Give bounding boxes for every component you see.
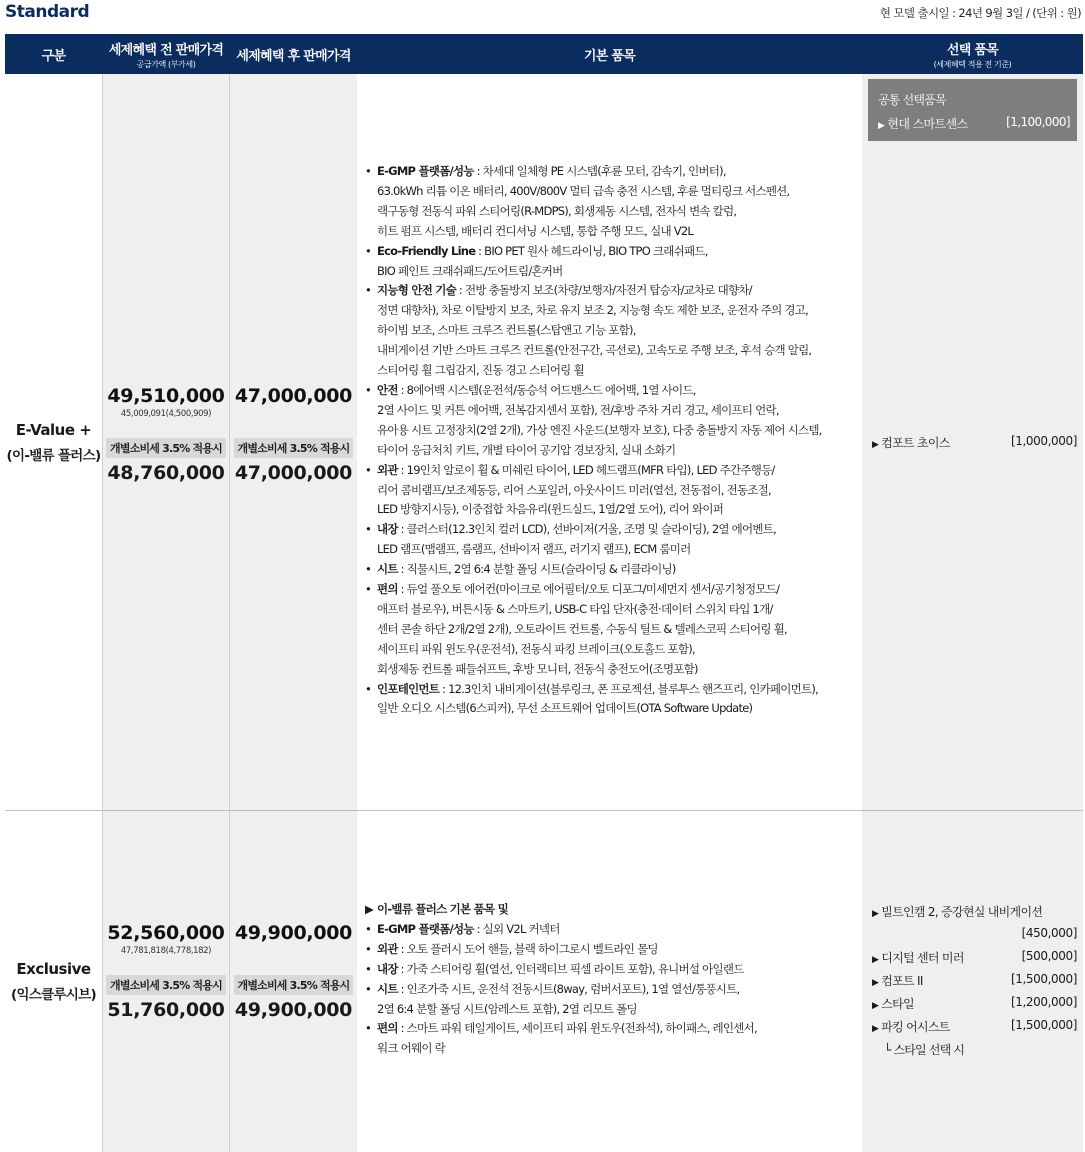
basic-item-text: 타이어 응급처치 키트, 개별 타이어 공기압 경보장치, 실내 소화기 — [377, 442, 676, 457]
header-category-label: 구분 — [41, 48, 66, 64]
option-label: 컴포트 초이스 — [881, 436, 950, 450]
basic-item-text: 랙구동형 전동식 파워 스티어링(R-MDPS), 회생제동 시스템, 전자식 변속 칼럼, — [377, 203, 737, 218]
bullet-icon: • — [365, 164, 372, 178]
header-options-sub: (세제혜택 적용 전 기준) — [933, 59, 1012, 69]
after-price-tax: 49,900,000 — [234, 999, 353, 1021]
header-before-price — [102, 34, 230, 74]
option-label: 컴포트 II — [881, 974, 923, 988]
before-price-tax: 51,760,000 — [107, 999, 225, 1021]
basic-item-text: 히트 펌프 시스템, 배터리 컨디셔닝 시스템, 통합 주행 모드, 실내 V2L — [377, 223, 694, 238]
after-price-tax: 47,000,000 — [234, 462, 353, 484]
basic-item — [365, 1019, 857, 1039]
bullet-icon: • — [365, 522, 372, 537]
after-price: 47,000,000 — [234, 385, 353, 407]
bullet-icon: • — [365, 961, 372, 976]
basic-item-label: E-GMP 플랫폼/성능 — [377, 921, 474, 936]
common-option-item — [878, 115, 1070, 132]
option-item — [872, 1018, 1077, 1035]
triangle-right-icon: ▶ — [872, 909, 879, 919]
trim-name-en: E-Value + — [15, 420, 92, 439]
option-item — [872, 949, 1077, 966]
basic-item-text: : 가죽 스티어링 휠(열선, 인터랙티브 픽셀 라이트 포함), 유니버설 아일랜드 — [397, 961, 744, 976]
basic-item-label: E-GMP 플랫폼/성능 — [377, 164, 474, 178]
triangle-right-icon: ▶ — [872, 1001, 879, 1011]
basic-item — [365, 980, 857, 1000]
header-options — [862, 34, 1083, 74]
basic-item-text: 내비게이션 기반 스마트 크루즈 컨트롤(안전구간, 곡선로), 고속도로 주행 보조, 후석 승객 알림, — [377, 343, 812, 358]
common-options-box — [868, 79, 1077, 141]
basic-item — [365, 580, 857, 600]
basic-item-text: 센터 콘솔 하단 2개/2열 2개), 오토라이트 컨트롤, 수동식 틸트 & 텔레스코픽 스티어링 휠, — [377, 621, 787, 636]
basic-item-text: 애프터 블로우), 버튼시동 & 스마트키, USB-C 타입 단자(충전·데이터 스위치 타입 1개/ — [377, 601, 773, 616]
bullet-icon: • — [365, 981, 372, 996]
basic-item — [365, 940, 857, 960]
basic-item-text: : 인조가죽 시트, 운전석 전동시트(8way, 럼버서포트), 1열 열선/통풍시트, — [397, 981, 740, 996]
bullet-icon: • — [365, 462, 372, 477]
basic-item-label: 시트 — [377, 562, 398, 577]
basic-item-label: 이-밸류 플러스 기본 품목 및 — [377, 902, 508, 916]
basic-item-text: : BIO PET 원사 헤드라이닝, BIO TPO 크래쉬패드, — [475, 243, 708, 258]
basic-item — [365, 162, 857, 182]
common-option-price: [1,100,000] — [1006, 115, 1070, 129]
basic-item-label: 시트 — [377, 981, 398, 996]
before-price-tax: 48,760,000 — [107, 462, 225, 484]
basic-item-text: 2열 사이드 및 커튼 에어백, 전복감지센서 포함), 전/후방 주차 거리 경고, 세이프티 언락, — [377, 402, 779, 417]
basic-item-label: 지능형 안전 기술 — [377, 283, 457, 298]
after-price-cell — [230, 74, 357, 810]
basic-item-text: : 직물시트, 2열 6:4 분할 폴딩 시트(슬라이딩 & 리클라이닝) — [397, 562, 676, 577]
basic-item — [365, 242, 857, 262]
basic-item-text: 회생제동 컨트롤 패들쉬프트, 후방 모니터, 전동식 충전도어(조명포함) — [377, 661, 698, 676]
option-price: [450,000] — [1021, 926, 1077, 940]
trim-name-cell — [5, 74, 102, 810]
trim-name-cell — [5, 811, 102, 1152]
header-basic-items — [357, 34, 862, 74]
triangle-right-icon: ▶ — [872, 955, 879, 965]
basic-item — [365, 900, 857, 920]
header-options-label: 선택 품목 — [946, 42, 999, 58]
option-item — [872, 972, 1077, 989]
page-title: Standard — [5, 2, 90, 22]
basic-item-text: : 실외 V2L 커넥터 — [473, 921, 560, 936]
option-item — [872, 995, 1077, 1012]
basic-item-text: 세이프티 파워 윈도우(운전석), 전동식 파킹 브레이크(오토홀드 포함), — [377, 641, 695, 656]
before-price-cell — [102, 74, 230, 810]
basic-item-text: 일반 오디오 시스템(6스피커), 무선 소프트웨어 업데이트(OTA Software Update) — [377, 701, 753, 716]
basic-item — [365, 520, 857, 540]
basic-item-label: 편의 — [377, 582, 398, 597]
tax-badge: 개별소비세 3.5% 적용시 — [234, 438, 354, 458]
basic-item-text: : 듀얼 풀오토 에어컨(마이크로 에어필터/오토 디포그/미세먼지 센서/공기청정모드/ — [397, 582, 780, 597]
basic-item-text: 하이빔 보조, 스마트 크루즈 컨트롤(스탑앤고 기능 포함), — [377, 323, 636, 338]
header-after-price-label: 세제혜택 후 판매가격 — [236, 48, 351, 64]
bullet-icon: • — [365, 941, 372, 956]
option-label: 디지털 센터 미러 — [881, 951, 964, 965]
supply-price: 47,781,818(4,778,182) — [120, 946, 212, 956]
basic-item-label: 편의 — [377, 1021, 398, 1036]
basic-items-cell — [357, 811, 862, 1152]
trim-name-ko: (이-밸류 플러스) — [6, 447, 101, 464]
option-item — [872, 434, 1077, 451]
trim-name-en: Exclusive — [16, 960, 91, 978]
tax-badge: 개별소비세 3.5% 적용시 — [234, 975, 354, 995]
basic-item-text: 정면 대향차), 차로 이탈방지 보조, 차로 유지 보조 2, 지능형 속도 제한 보조, 운전자 주의 경고, — [377, 303, 808, 318]
before-price: 52,560,000 — [107, 922, 225, 944]
option-note: └ 스타일 선택 시 — [884, 1043, 965, 1057]
basic-item-text: 리어 콤비램프/보조제동등, 리어 스포일러, 아웃사이드 미러(열선, 전동접이, 전동조절, — [377, 482, 771, 497]
header-after-price — [230, 34, 357, 74]
option-label: 스타일 — [881, 997, 914, 1011]
basic-item-text: : 오토 플러시 도어 핸들, 블랙 하이그로시 벨트라인 몰딩 — [397, 941, 658, 956]
bullet-icon: • — [365, 1021, 372, 1036]
basic-item — [365, 461, 857, 481]
basic-item-label: Eco-Friendly Line — [377, 243, 476, 258]
tax-badge: 개별소비세 3.5% 적용시 — [106, 975, 226, 995]
basic-item-text: : 전방 충돌방지 보조(차량/보행자/자전거 탑승자/교차로 대향차/ — [456, 283, 752, 298]
basic-item-text: 63.0kWh 리튬 이온 배터리, 400V/800V 멀티 급속 충전 시스템, 후륜 멀티링크 서스펜션, — [377, 183, 790, 198]
after-price: 49,900,000 — [234, 922, 353, 944]
bullet-icon: • — [365, 283, 372, 298]
basic-items-list — [365, 162, 857, 719]
basic-item-text: : 19인치 알로이 휠 & 미쉐린 타이어, LED 헤드램프(MFR 타입), LED 주간주행등/ — [397, 462, 775, 477]
table-header — [5, 34, 1083, 74]
trim-name-ko: (익스클루시브) — [11, 987, 96, 1003]
basic-item-label: 내장 — [377, 961, 398, 976]
basic-item — [365, 560, 857, 580]
basic-item — [365, 680, 857, 700]
trim-row-exclusive — [5, 811, 1083, 1152]
options-cell — [862, 811, 1083, 1152]
option-price: [500,000] — [1021, 949, 1077, 963]
bullet-icon: • — [365, 921, 372, 936]
trim-row-evalue — [5, 74, 1083, 811]
basic-item — [365, 920, 857, 940]
option-label: 빌트인캠 2, 증강현실 내비게이션 — [881, 905, 1043, 919]
options-cell — [862, 74, 1083, 810]
option-label: 파킹 어시스트 — [881, 1020, 950, 1034]
common-options-title: 공통 선택품목 — [878, 93, 946, 107]
option-price: [1,500,000] — [1010, 1018, 1077, 1032]
basic-item-text: : 클러스터(12.3인치 컬러 LCD), 선바이저(거울, 조명 및 슬라이딩), 2열 에어벤트, — [397, 522, 777, 537]
basic-item-label: 외관 — [377, 941, 398, 956]
before-price-cell — [102, 811, 230, 1152]
bullet-icon: • — [365, 681, 372, 696]
basic-item-text: LED 방향지시등), 이중접합 차음유리(윈드실드, 1열/2열 도어), 리어 와이퍼 — [377, 502, 724, 517]
option-price: [1,200,000] — [1010, 995, 1077, 1009]
basic-item-text: : 스마트 파워 테일게이트, 세이프티 파워 윈도우(전좌석), 하이패스, 레인센서, — [397, 1021, 757, 1036]
supply-price: 45,009,091(4,500,909) — [120, 409, 212, 419]
triangle-right-icon: ▶ — [365, 902, 374, 916]
triangle-right-icon: ▶ — [878, 121, 885, 131]
basic-item-label: 외관 — [377, 462, 398, 477]
basic-item-text: 유아용 시트 고정장치(2열 2개), 가상 엔진 사운드(보행자 보호), 다중 충돌방지 자동 제어 시스템, — [377, 422, 822, 437]
basic-item-text: : 8에어백 시스템(운전석/동승석 어드밴스드 에어백, 1열 사이드, — [397, 382, 696, 397]
basic-item-label: 내장 — [377, 522, 398, 537]
before-price: 49,510,000 — [107, 385, 225, 407]
after-price-cell — [230, 811, 357, 1152]
bullet-icon: • — [365, 243, 372, 258]
basic-item-text: 스티어링 휠 그립감지, 진동 경고 스티어링 휠 — [377, 363, 584, 378]
option-price: [1,500,000] — [1010, 972, 1077, 986]
basic-item-text: : 12.3인치 내비게이션(블루링크, 폰 프로젝션, 블루투스 핸즈프리, 인카페이먼트), — [439, 681, 818, 696]
header-basic-items-label: 기본 품목 — [583, 48, 636, 64]
basic-item-text: 워크 어웨이 락 — [377, 1041, 445, 1056]
tax-badge: 개별소비세 3.5% 적용시 — [106, 438, 226, 458]
triangle-right-icon: ▶ — [872, 978, 879, 988]
release-date-note: 현 모델 출시일 : 24년 9월 3일 / (단위 : 원) — [879, 6, 1081, 20]
basic-item-text: LED 램프(맵램프, 룸램프, 선바이저 램프, 러기지 램프), ECM 룸미러 — [377, 542, 691, 557]
basic-item — [365, 281, 857, 301]
option-item — [872, 903, 1077, 920]
bullet-icon: • — [365, 562, 372, 577]
header-category — [5, 34, 102, 74]
common-option-label: 현대 스마트센스 — [887, 117, 968, 131]
bullet-icon: • — [365, 582, 372, 597]
basic-item-text: BIO 페인트 크래쉬패드/도어트림/혼커버 — [377, 263, 563, 278]
basic-items-cell — [357, 74, 862, 810]
option-price: [1,000,000] — [1010, 434, 1077, 448]
triangle-right-icon: ▶ — [872, 440, 879, 450]
triangle-right-icon: ▶ — [872, 1024, 879, 1034]
basic-item — [365, 960, 857, 980]
basic-item-label: 인포테인먼트 — [377, 681, 440, 696]
basic-item-label: 안전 — [377, 382, 398, 397]
basic-item-text: 2열 6:4 분할 폴딩 시트(암레스트 포함), 2열 리모트 폴딩 — [377, 1001, 637, 1016]
basic-item — [365, 381, 857, 401]
basic-item-text: : 차세대 일체형 PE 시스템(후륜 모터, 감속기, 인버터), — [473, 164, 726, 178]
bullet-icon: • — [365, 382, 372, 397]
basic-items-list — [365, 900, 857, 1059]
header-before-price-label: 세제혜택 전 판매가격 — [108, 42, 224, 58]
header-before-price-sub: 공급가액 (부가세) — [136, 59, 196, 69]
